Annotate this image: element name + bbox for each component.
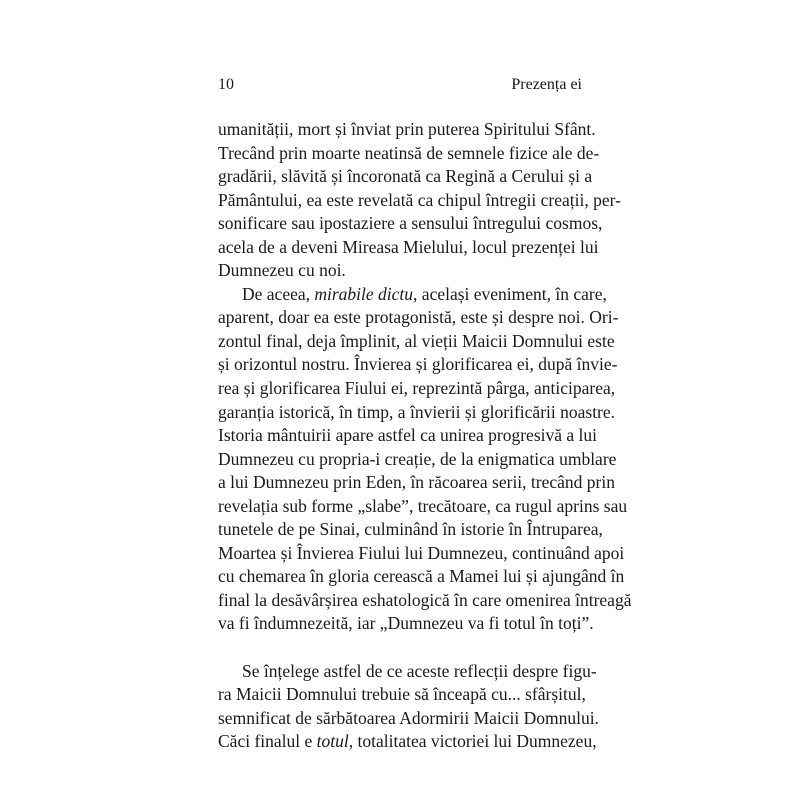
text-line: Dumnezeu cu noi. bbox=[218, 260, 346, 281]
text-line: zontul final, deja împlinit, al vieții Maicii Domnului este bbox=[218, 330, 615, 351]
text-line: final la desăvârșirea eshatologică în care omenirea întreagă bbox=[218, 589, 632, 610]
text-line: gradării, slăvită și încoronată ca Regină a Cerului și a bbox=[218, 166, 593, 187]
text-line: Istoria mântuirii apare astfel ca unirea progresivă a lui bbox=[218, 425, 598, 446]
text-line: Pământului, ea este revelată ca chipul întregii creații, per- bbox=[218, 189, 621, 210]
text-line: Trecând prin moarte neatinsă de semnele fizice ale de- bbox=[218, 142, 600, 163]
text-line: semnificat de sărbătoarea Adormirii Maicii Domnului. bbox=[218, 707, 600, 728]
italic-phrase: totul bbox=[316, 731, 349, 752]
text-line: revelația sub forme „slabe”, trecătoare, ca rugul aprins sau bbox=[218, 495, 628, 516]
text-line: și orizontul nostru. Învierea și glorificarea ei, după învie- bbox=[218, 354, 618, 375]
italic-phrase: mirabile dictu bbox=[314, 283, 414, 304]
text-line: cu chemarea în gloria cerească a Mamei lui și ajungând în bbox=[218, 566, 625, 587]
text-line: sonificare sau ipostaziere a sensului întregului cosmos, bbox=[218, 213, 603, 234]
text-line: De aceea, mirabile dictu, același eveniment, în care, bbox=[242, 283, 607, 304]
text-line: Moartea și Învierea Fiului lui Dumnezeu, continuând apoi bbox=[218, 542, 625, 563]
text-line: acela de a deveni Mireasa Mielului, locul prezenței lui bbox=[218, 236, 599, 257]
text-line: aparent, doar ea este protagonistă, este și despre noi. Ori- bbox=[218, 307, 619, 328]
running-header bbox=[218, 74, 582, 96]
text-line bbox=[218, 636, 582, 660]
text-line: rea și glorificarea Fiului ei, reprezintă pârga, anticiparea, bbox=[218, 378, 616, 399]
text-line: va fi îndumnezeită, iar „Dumnezeu va fi totul în toți”. bbox=[218, 613, 594, 634]
text-line: umanității, mort și înviat prin puterea Spiritului Sfânt. bbox=[218, 119, 596, 139]
paragraph-1 bbox=[218, 118, 621, 283]
body-text bbox=[218, 118, 632, 754]
text-line: Dumnezeu cu propria-i creație, de la enigmatica umblare bbox=[218, 448, 617, 469]
running-title: Prezența ei bbox=[511, 76, 582, 93]
paragraph-3 bbox=[218, 660, 600, 754]
text-line: Se înțelege astfel de ce aceste reflecții despre figu- bbox=[242, 660, 597, 681]
text-line: Căci finalul e totul, totalitatea victoriei lui Dumnezeu, bbox=[218, 731, 597, 752]
page-number: 10 bbox=[218, 76, 234, 93]
text-line: garanția istorică, în timp, a învierii și glorificării noastre. bbox=[218, 401, 616, 422]
text-line: ra Maicii Domnului trebuie să înceapă cu... sfârșitul, bbox=[218, 684, 586, 705]
text-line: a lui Dumnezeu prin Eden, în răcoarea serii, trecând prin bbox=[218, 472, 615, 493]
paragraph-2 bbox=[218, 283, 632, 660]
text-line: tunetele de pe Sinai, culminând în istorie în Întruparea, bbox=[218, 519, 603, 540]
